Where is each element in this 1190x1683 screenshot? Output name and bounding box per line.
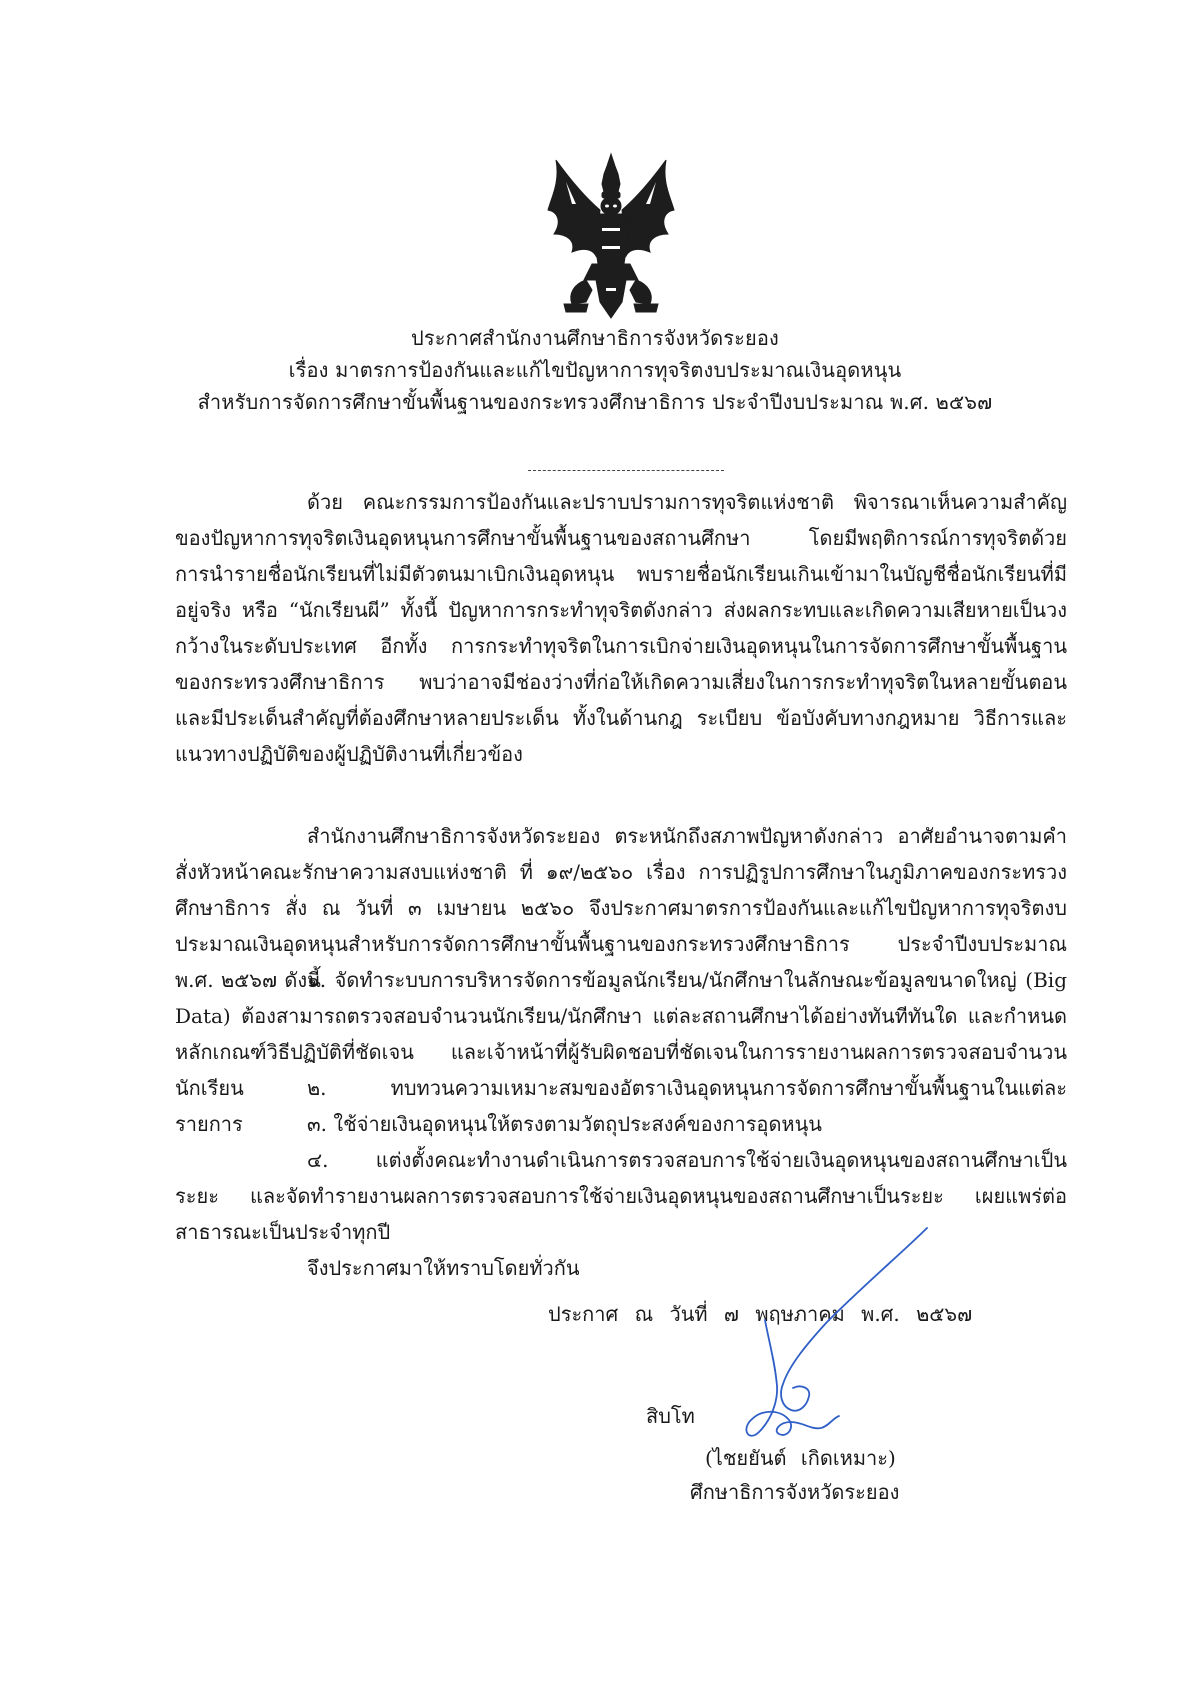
paragraph-2-text: สำนักงานศึกษาธิการจังหวัดระยอง ตระหนักถึงสภาพปัญหาดังกล่าว อาศัยอำนาจตามคำสั่งหัวหน้าคณะรักษาความสงบแห่งชาติ ที่ ๑๙/๒๕๖๐ เรื่อง การปฏิรูปการศึกษาในภูมิภาคของกระทรวงศึกษาธิการ สั่ง ณ วันที่ ๓ เมษายน ๒๕๖๐ จึงประกาศมาตรการป้องกันและแก้ไขปัญหาการทุจริตงบประมาณเงินอุดหนุนสำหรับการจัดการศึกษาขั้นพื้นฐานของกระทรวงศึกษาธิการ ประจำปีงบประมาณ พ.ศ. ๒๕๖๗ ดังนี้	[175, 824, 1067, 992]
issuer-title: ประกาศสำนักงานศึกษาธิการจังหวัดระยอง	[411, 326, 779, 350]
garuda-emblem-icon	[546, 152, 676, 324]
measure-1-text: ๑. จัดทำระบบการบริหารจัดการข้อมูลนักเรียน/นักศึกษาในลักษณะข้อมูลขนาดใหญ่ (Big Data) ต้องสามารถตรวจสอบจำนวนนักเรียน/นักศึกษา แต่ละสถานศึกษาได้อย่างทันทีทันใด และกำหนดหลักเกณฑ์วิธีปฏิบัติที่ชัดเจน และเจ้าหน้าที่ผู้รับผิดชอบที่ชัดเจนในการรายงานผลการตรวจสอบจำนวนนักเรียน	[175, 968, 1067, 1100]
announcement-date: ประกาศ ณ วันที่ ๗ พฤษภาคม พ.ศ. ๒๕๖๗	[548, 1302, 973, 1326]
closing-statement: จึงประกาศมาให้ทราบโดยทั่วกัน	[307, 1256, 580, 1280]
signatory-name: (ไชยยันต์ เกิดเหมาะ)	[705, 1446, 896, 1470]
heading-divider	[528, 470, 724, 471]
signatory-position: ศึกษาธิการจังหวัดระยอง	[690, 1480, 900, 1504]
measure-3-text: ๓. ใช้จ่ายเงินอุดหนุนให้ตรงตามวัตถุประสงค์ของการอุดหนุน	[307, 1112, 822, 1136]
signed-marker: สิบโท	[646, 1404, 695, 1428]
measure-item-3	[175, 1106, 1067, 1142]
handwritten-signature-icon	[735, 1224, 935, 1454]
subject-line: เรื่อง มาตรการป้องกันและแก้ไขปัญหาการทุจริตงบประมาณเงินอุดหนุน	[288, 358, 902, 382]
subject-line-continued: สำหรับการจัดการศึกษาขั้นพื้นฐานของกระทรวงศึกษาธิการ ประจำปีงบประมาณ พ.ศ. ๒๕๖๗	[197, 390, 993, 414]
measure-4-text: ๔. แต่งตั้งคณะทำงานดำเนินการตรวจสอบการใช้จ่ายเงินอุดหนุนของสถานศึกษาเป็นระยะ และจัดทำรายงานผลการตรวจสอบการใช้จ่ายเงินอุดหนุนของสถานศึกษาเป็นระยะ เผยแพร่ต่อสาธารณะเป็นประจำทุกปี	[175, 1148, 1067, 1244]
body-paragraph-1	[175, 484, 1067, 772]
paragraph-1-text: ด้วย คณะกรรมการป้องกันและปราบปรามการทุจริตแห่งชาติ พิจารณาเห็นความสำคัญของปัญหาการทุจริตเงินอุดหนุนการศึกษาขั้นพื้นฐานของสถานศึกษา โดยมีพฤติการณ์การทุจริตด้วยการนำรายชื่อนักเรียนที่ไม่มีตัวตนมาเบิกเงินอุดหนุน พบรายชื่อนักเรียนเกินเข้ามาในบัญชีชื่อนักเรียนที่มีอยู่จริง หรือ “นักเรียนผี” ทั้งนี้ ปัญหาการกระทำทุจริตดังกล่าว ส่งผลกระทบและเกิดความเสียหายเป็นวงกว้างในระดับประเทศ อีกทั้ง การกระทำทุจริตในการเบิกจ่ายเงินอุดหนุนในการจัดการศึกษาขั้นพื้นฐานของกระทรวงศึกษาธิการ พบว่าอาจมีช่องว่างที่ก่อให้เกิดความเสี่ยงในการกระทำทุจริตในหลายขั้นตอน และมีประเด็นสำคัญที่ต้องศึกษาหลายประเด็น ทั้งในด้านกฎ ระเบียบ ข้อบังคับทางกฎหมาย วิธีการและแนวทางปฏิบัติของผู้ปฏิบัติงานที่เกี่ยวข้อง	[175, 490, 1067, 766]
announcement-heading	[170, 322, 1020, 418]
measure-2-text: ๒. ทบทวนความเหมาะสมของอัตราเงินอุดหนุนการจัดการศึกษาขั้นพื้นฐานในแต่ละรายการ	[175, 1076, 1067, 1136]
